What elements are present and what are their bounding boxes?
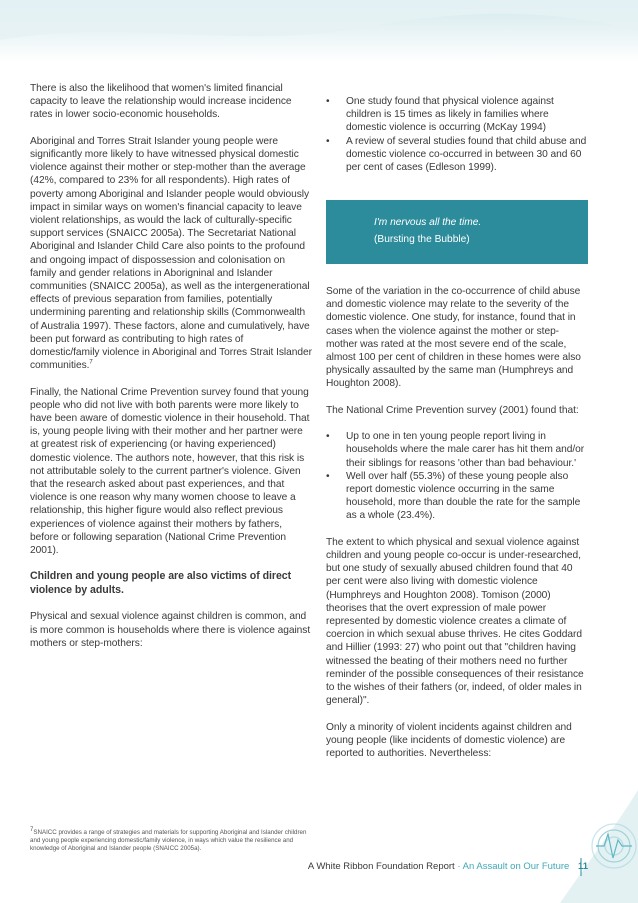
pull-quote-box	[326, 200, 588, 264]
page-number: 11	[577, 861, 588, 872]
left-paragraph-2	[30, 135, 312, 373]
left-paragraph-4: Physical and sexual violence against children is common, and is more common is households where there is violence against mothers or step-mothers:	[30, 611, 311, 649]
list-item: • Up to one in ten young people report living in households where the male carer has hit them and/or their siblings for reasons 'other than bad behaviour.'	[326, 430, 588, 470]
list-item: • Well over half (55.3%) of these young people also report domestic violence occurring in the same household, more than double the rate for the sample as a whole (23.4%).	[326, 470, 588, 523]
right-column-lower	[326, 285, 588, 773]
left-paragraph-3: Finally, the National Crime Prevention survey found that young people who did not live with both parents were more likely to have been aware of domestic violence in their household. That is, young people living with their mother and her partner were at greatest risk of experiencing (or having experienced) domestic violence. The authors note, however, that this risk is not attributable solely to the current partner's violence. Given that the research asked about past experiences, and that violence is one reason why many women choose to leave a relationship, this higher figure would also reflect previous experiences of violence against their mothers by fathers, before or following separation (National Crime Prevention 2001).	[30, 386, 310, 557]
left-paragraph-1: There is also the likelihood that women's limited financial capacity to leave the relationship would increase incidence rates in lower socio-economic households.	[30, 83, 292, 121]
right-paragraph-1: Some of the variation in the co-occurrence of child abuse and domestic violence may relate to the severity of the domestic violence. One study, for instance, found that in cases when the violence against the mother or step-mother was rated at the most severe end of the scale, almost 100 per cent of children in these homes were also physically assaulted by the same man (Humphreys and Houghton 2008).	[326, 286, 581, 390]
section-heading: Children and young people are also victims of direct violence by adults.	[30, 570, 292, 596]
footer-separator: ·	[457, 861, 461, 872]
right-paragraph-3: The extent to which physical and sexual violence against children and young people co-occur is under-researched, but one study of sexually abused children found that 40 per cent were also living with domestic violence (Humphreys and Houghton 2008). Tomison (2000) theorises that the overt expression of male power represented by domestic violence creates a climate of coercion in which sexual abuse thrives. He cites Goddard and Hillier (1993: 27) who point out that "children having witnessed the beating of their mothers need no further reminder of the possible consequences of their resistance to the wishes of their fathers (or, indeed, of older males in general)".	[326, 536, 584, 707]
left-column	[30, 82, 312, 663]
left-paragraph-2-text: Aboriginal and Torres Strait Islander young people were significantly more likely to have witnessed physical domestic violence against their mother or step-mother than the average (42%, compared to 23% for all respondents). High rates of poverty among Aboriginal and Islander people would obviously impact in similar ways on women's financial capacity to leave violent relationships, as would the lack of culturally-specific support services (SNAICC 2005a). The Secretariat National Aboriginal and Islander Child Care also points to the profound and ongoing impact of dispossession and colonisation on family and gender relations in Aborigninal and Islander communities (SNAICC 2005a), as well as the intergenerational effects of previous separation from families, potentially undermining parenting and relationship skills (Commonwealth of Australia 1997). These factors, alone and cumulatively, have been put forward as contributing to high rates of domestic/family violence in Aboriginal and Torres Strait Islander communities.	[30, 135, 312, 372]
report-subtitle: An Assault on Our Future	[462, 861, 570, 872]
footnote-mark: 7	[30, 826, 34, 833]
right-paragraph-2: The National Crime Prevention survey (2001) found that:	[326, 404, 579, 416]
list-item: • A review of several studies found that child abuse and domestic violence co-occurred in between 30 and 60 per cent of cases (Edleson 1999).	[326, 135, 588, 175]
footnote-text: SNAICC provides a range of strategies and materials for supporting Aboriginal and Islander children and young people experiencing domestic/family violence, in ways which value the resilience and knowledge of Aboriginal and Islander people (SNAICC 2005a).	[30, 829, 307, 853]
right-paragraph-4: Only a minority of violent incidents against children and young people (like incidents of domestic violence) are reported to authorities. Nevertheless:	[326, 721, 572, 760]
right-column	[326, 95, 588, 187]
page-footer	[308, 861, 588, 873]
pull-quote-text: I'm nervous all the time.	[374, 217, 482, 228]
footnote	[30, 826, 312, 854]
report-name: A White Ribbon Foundation Report	[307, 861, 455, 872]
list-item: • One study found that physical violence against children is 15 times as likely in families where domestic violence is occurring (McKay 1994)	[326, 95, 588, 135]
footnote-reference[interactable]: 7	[89, 359, 93, 366]
bullet-list-top	[326, 95, 588, 174]
bullet-list-mid	[326, 430, 588, 522]
pull-quote-source: (Bursting the Bubble)	[374, 234, 470, 245]
